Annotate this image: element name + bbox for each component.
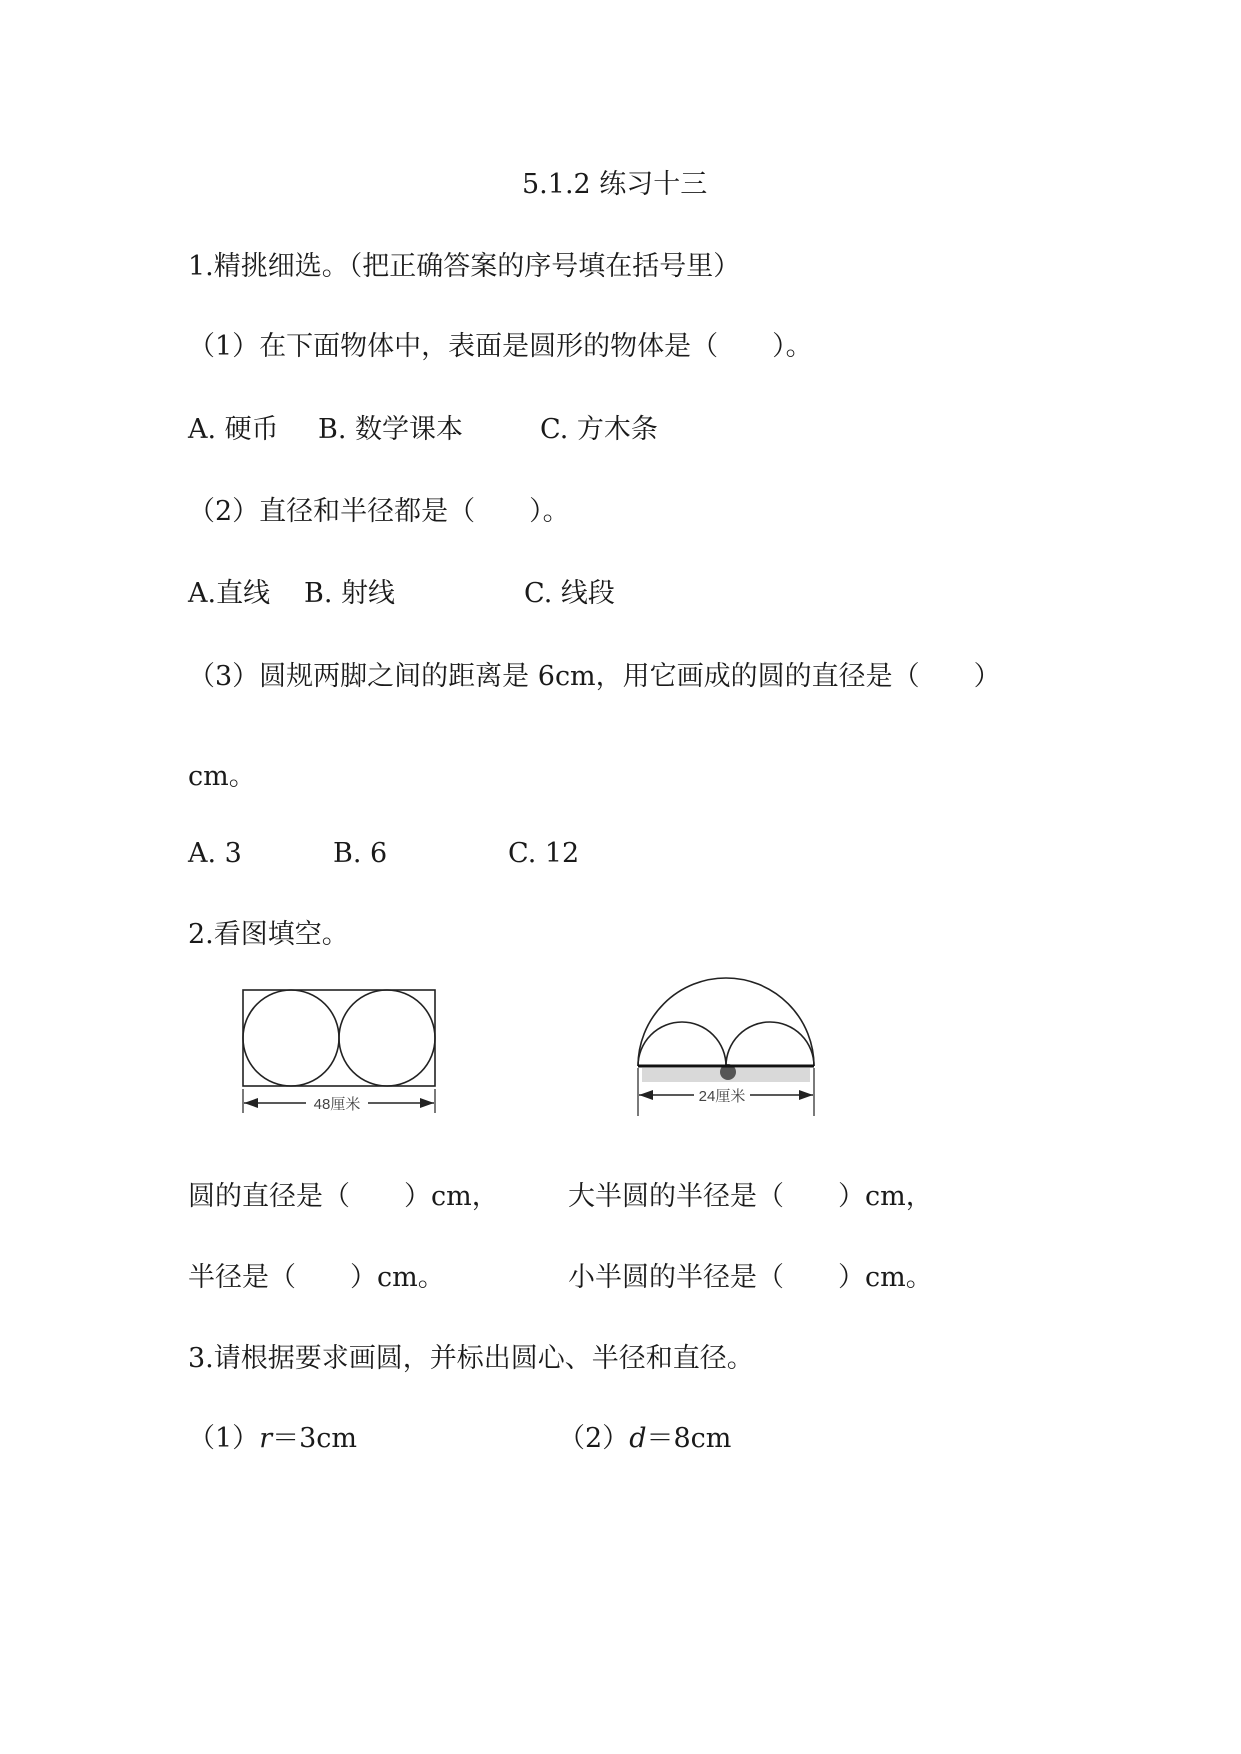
q1-sub1-option-b: B. 数学课本: [318, 414, 464, 445]
q2-heading: 2.看图填空。: [188, 919, 349, 950]
arrow-right: [799, 1090, 813, 1100]
q2-left-blank-line1: 圆的直径是（ ）cm，: [188, 1181, 499, 1212]
q1-sub3-option-a: A. 3: [188, 838, 242, 869]
q1-heading: 1.精挑细选。（把正确答案的序号填在括号里）: [188, 251, 741, 282]
large-semicircle: [638, 978, 814, 1066]
page-title: 5.1.2 练习十三: [522, 169, 708, 200]
q1-sub3-question-line2: cm。: [188, 761, 256, 792]
left-circle: [243, 990, 339, 1086]
q3-sub1-value: ＝3cm: [272, 1423, 358, 1454]
q1-sub3-option-b: B. 6: [333, 838, 388, 869]
q2-left-blank-line2: 半径是（ ）cm。: [188, 1262, 445, 1293]
q1-sub2-option-c: C. 线段: [524, 578, 615, 609]
q1-sub2-option-b: B. 射线: [304, 578, 396, 609]
q2-right-blank-line2: 小半圆的半径是（ ）cm。: [568, 1262, 933, 1293]
q1-sub1-option-a: A. 硬币: [188, 414, 279, 445]
q1-sub1-option-c: C. 方木条: [540, 414, 658, 445]
q3-heading: 3.请根据要求画圆，并标出圆心、半径和直径。: [188, 1343, 754, 1374]
q3-sub1-variable: r: [259, 1423, 273, 1454]
q3-sub2-value: ＝8cm: [646, 1423, 732, 1454]
q3-sub2-prefix: （2）: [558, 1423, 630, 1454]
q3-sub2: [558, 1422, 731, 1456]
q3-sub2-variable: d: [629, 1423, 647, 1454]
q3-sub1: [188, 1422, 357, 1456]
arrow-right: [420, 1098, 434, 1108]
right-circle: [339, 990, 435, 1086]
q2-right-blank-line1: 大半圆的半径是（ ）cm，: [568, 1181, 933, 1212]
semicircles-figure: [632, 968, 820, 1118]
rectangle-two-circles-figure: [238, 985, 444, 1117]
arrow-left: [244, 1098, 258, 1108]
q1-sub2-question: （2）直径和半径都是（ ）。: [188, 496, 570, 527]
q1-sub3-option-c: C. 12: [508, 838, 580, 869]
small-semicircle-left: [638, 1022, 726, 1066]
left-figure-dimension-label: 48厘米: [313, 1096, 361, 1113]
small-semicircle-right: [726, 1022, 814, 1066]
arrow-left: [639, 1090, 653, 1100]
q1-sub2-option-a: A.直线: [188, 578, 271, 609]
q1-sub1-question: （1）在下面物体中，表面是圆形的物体是（ ）。: [188, 331, 813, 362]
q1-sub3-question-line1: （3）圆规两脚之间的距离是 6cm，用它画成的圆的直径是（ ）: [188, 661, 1001, 692]
right-figure-dimension-label: 24厘米: [698, 1088, 746, 1105]
q3-sub1-prefix: （1）: [188, 1423, 260, 1454]
